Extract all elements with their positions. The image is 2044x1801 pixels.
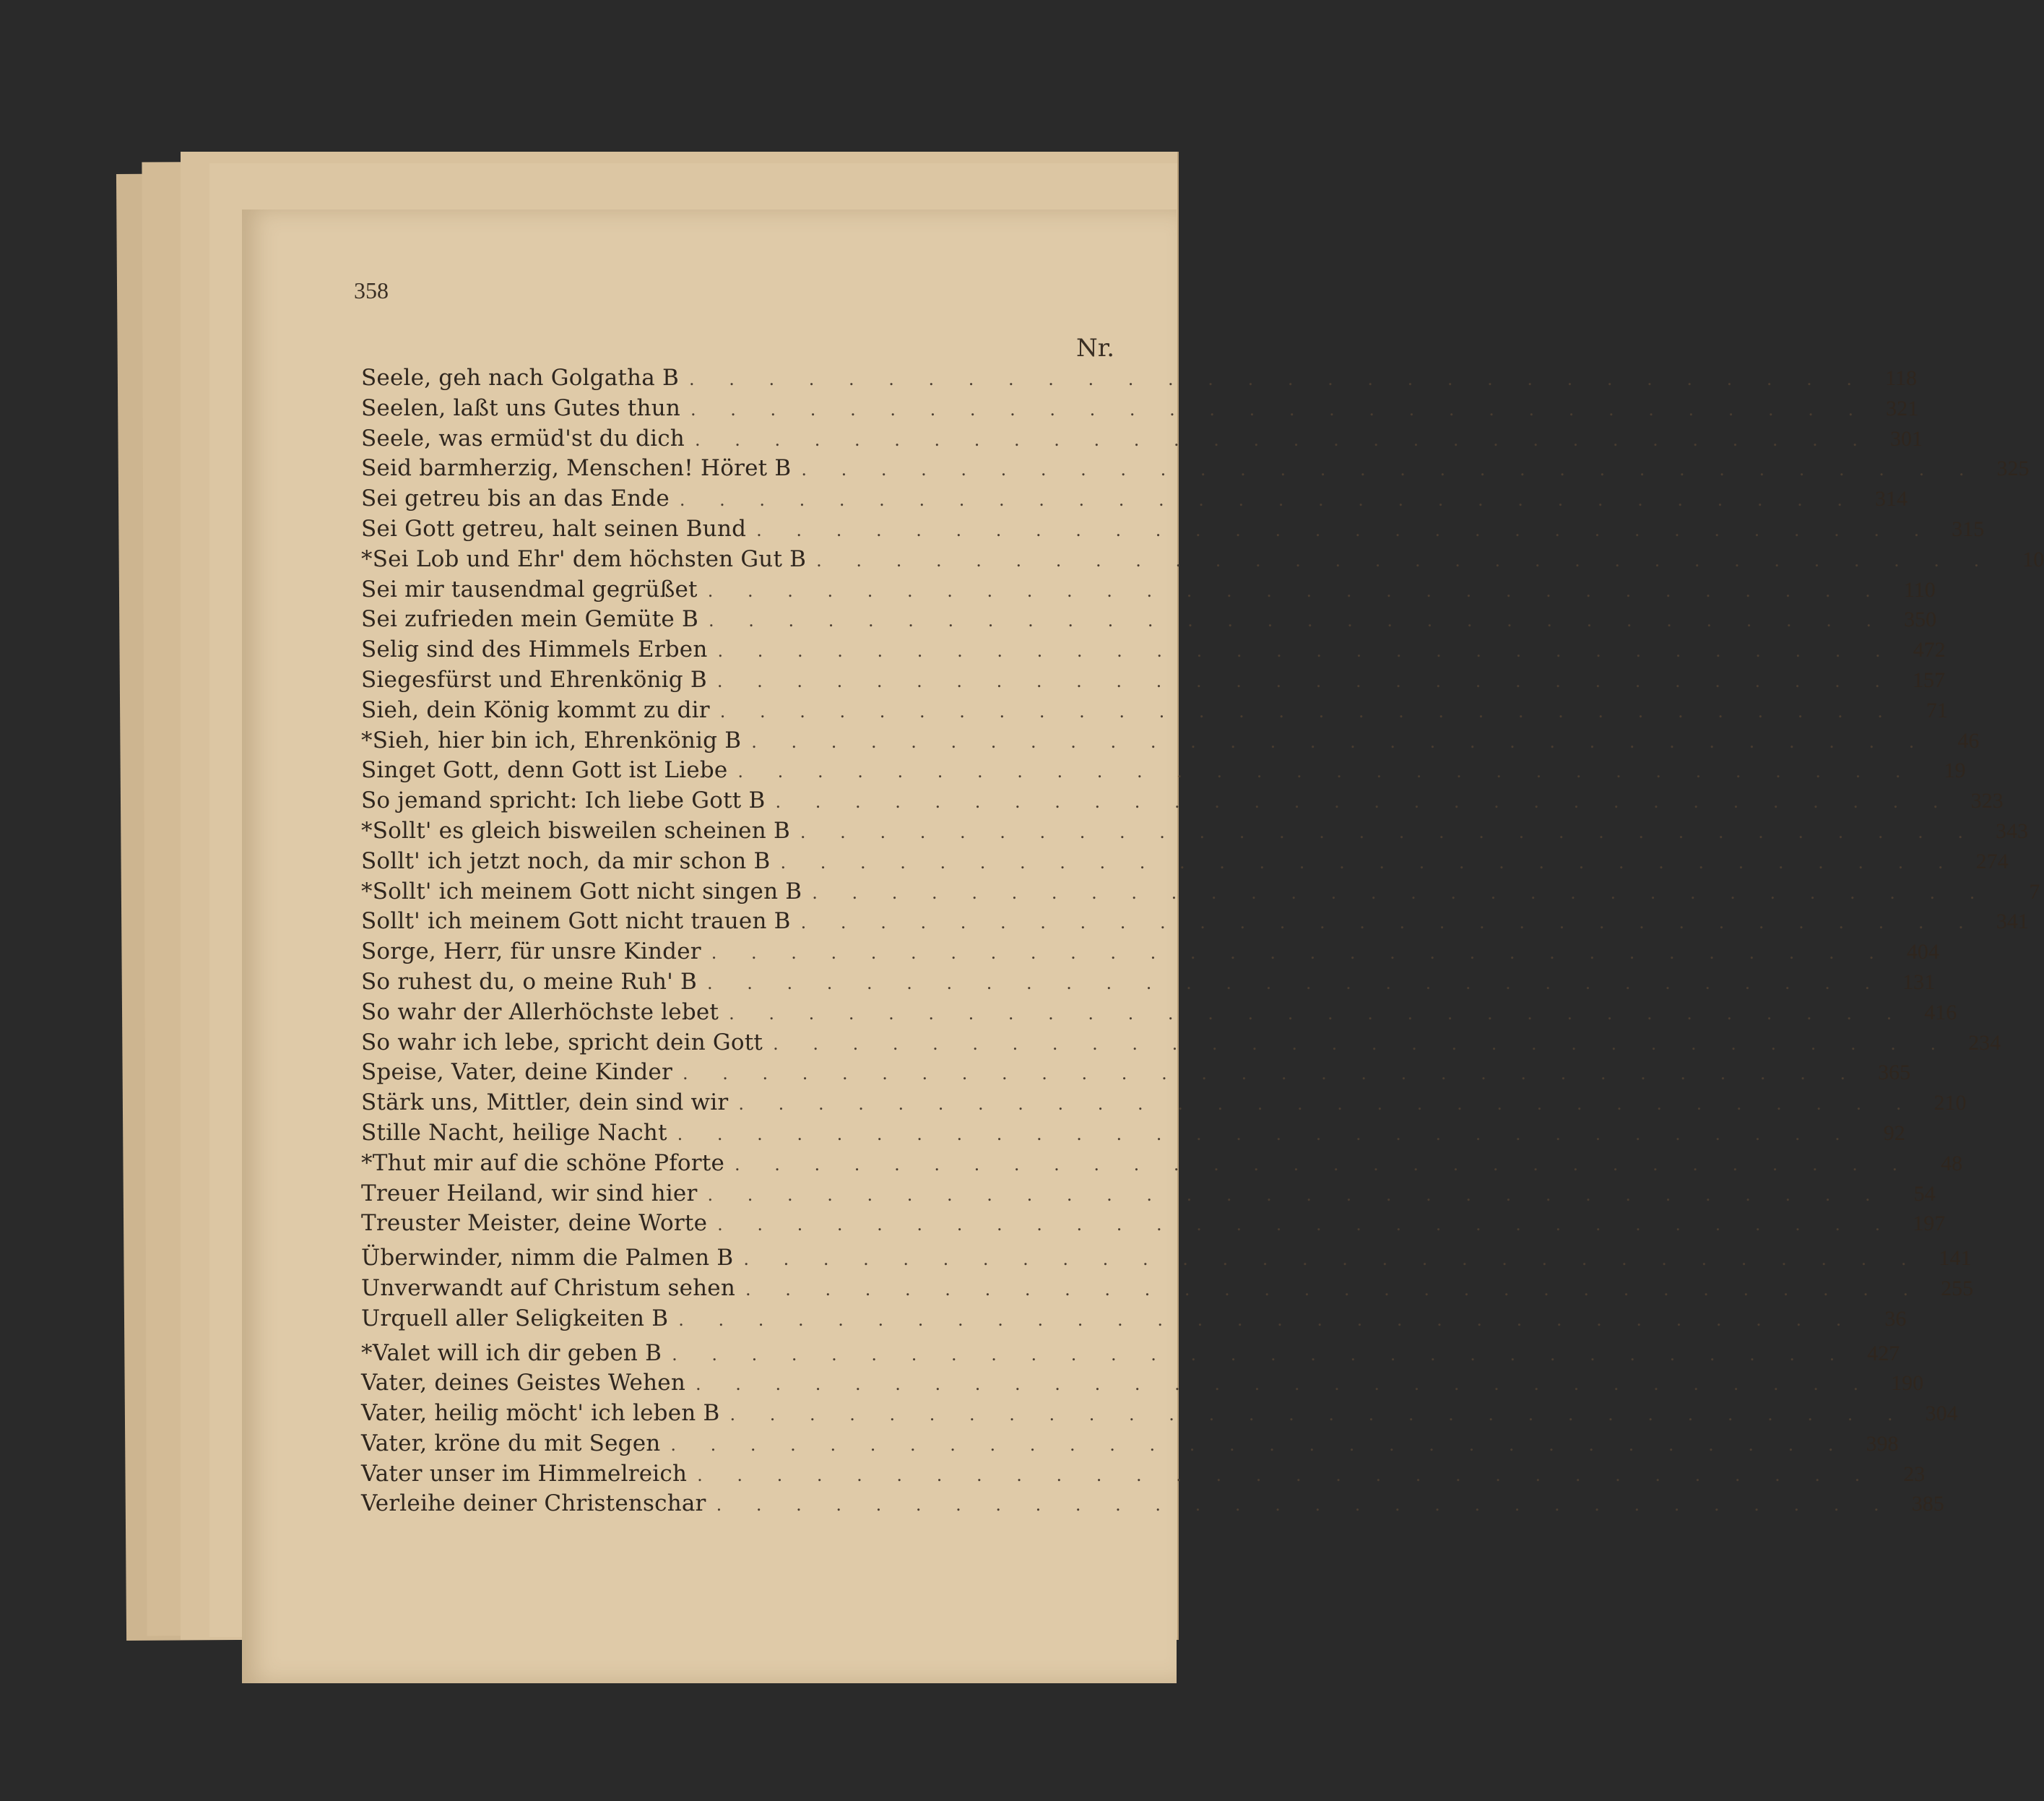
dot-leader: . . . . . . . . . . . . . . . . . . . . . . . . . . . . . . bbox=[690, 399, 1868, 420]
index-entry bbox=[361, 424, 1923, 454]
hymn-number: 343 bbox=[1996, 819, 2029, 843]
dot-leader: . . . . . . . . . . . . . . . . . . . . . . . . . . . . . . bbox=[697, 1464, 1875, 1485]
index-entry bbox=[361, 1058, 1911, 1088]
index-entry bbox=[361, 816, 2029, 847]
hymn-index-list bbox=[361, 363, 2044, 1519]
hymn-number: 385 bbox=[1911, 1492, 1944, 1516]
dot-leader: . . . . . . . . . . . . . . . . . . . . . . . . . . . . . . bbox=[716, 1495, 1894, 1516]
index-entry bbox=[361, 363, 1918, 394]
dot-leader: . . . . . . . . . . . . . . . . . . . . . . . . . . . . . . bbox=[719, 701, 1897, 722]
index-entry bbox=[361, 1179, 1936, 1209]
index-entry bbox=[361, 484, 1907, 514]
index-entry bbox=[361, 877, 2040, 907]
hymn-title: Urquell aller Seligkeiten B bbox=[361, 1305, 669, 1331]
dot-leader: . . . . . . . . . . . . . . . . . . . . . . . . . . . . . . bbox=[677, 1123, 1855, 1144]
hymn-title: Vater, kröne du mit Segen bbox=[361, 1430, 661, 1456]
index-entry bbox=[361, 696, 1948, 726]
hymn-title: Sorge, Herr, für unsre Kinder bbox=[361, 938, 701, 965]
hymn-number: 157 bbox=[1912, 668, 1945, 692]
dot-leader: . . . . . . . . . . . . . . . . . . . . . . . . . . . . . . bbox=[716, 670, 1894, 691]
hymn-number: 341 bbox=[1996, 910, 2029, 934]
hymn-title: Siegesfürst und Ehrenkönig B bbox=[361, 666, 707, 693]
dot-leader: . . . . . . . . . . . . . . . . . . . . . . . . . . . . . . bbox=[812, 882, 1990, 903]
index-entry bbox=[361, 575, 1936, 605]
dot-leader: . . . . . . . . . . . . . . . . . . . . . . . . . . . . . . bbox=[780, 852, 1958, 873]
hymn-number: 19 bbox=[1944, 759, 1966, 783]
index-entry bbox=[361, 907, 2029, 937]
index-entry bbox=[361, 635, 1946, 665]
dot-leader: . . . . . . . . . . . . . . . . . . . . . . . . . . . . . . bbox=[729, 1404, 1907, 1425]
hymn-title: Speise, Vater, deine Kinder bbox=[361, 1059, 672, 1086]
hymn-number: 350 bbox=[1904, 608, 1937, 632]
hymn-number: 197 bbox=[1913, 1212, 1946, 1236]
dot-leader: . . . . . . . . . . . . . . . . . . . . . . . . . . . . . . bbox=[737, 761, 1915, 782]
index-entry bbox=[361, 726, 1980, 756]
dot-leader: . . . . . . . . . . . . . . . . . . . . . . . . . . . . . . bbox=[729, 1003, 1907, 1024]
hymn-number: 255 bbox=[1941, 1276, 1974, 1300]
hymn-number: 301 bbox=[1890, 426, 1923, 451]
dot-leader: . . . . . . . . . . . . . . . . . . . . . . . . . . . . . . bbox=[735, 1154, 1913, 1175]
hymn-number: 92 bbox=[1883, 1120, 1905, 1145]
hymn-number: 54 bbox=[1913, 1181, 1936, 1206]
hymn-title: Treuster Meister, deine Worte bbox=[361, 1210, 708, 1237]
dot-leader: . . . . . . . . . . . . . . . . . . . . . . . . . . . . . . bbox=[751, 731, 1929, 752]
hymn-number: 46 bbox=[1957, 728, 1980, 753]
hymn-title: Sollt' ich meinem Gott nicht trauen B bbox=[361, 908, 791, 935]
hymn-number: 321 bbox=[1886, 396, 1919, 420]
hymn-title: Singet Gott, denn Gott ist Liebe bbox=[361, 757, 728, 784]
hymn-title: Vater, deines Geistes Wehen bbox=[361, 1370, 685, 1396]
hymn-number: 416 bbox=[1924, 1000, 1957, 1024]
hymn-number: 7 bbox=[2029, 879, 2040, 904]
hymn-number: 118 bbox=[1885, 366, 1918, 390]
hymn-number: 314 bbox=[1875, 487, 1907, 511]
hymn-title: Sei Gott getreu, halt seinen Bund bbox=[361, 515, 747, 542]
dot-leader: . . . . . . . . . . . . . . . . . . . . . . . . . . . . . . bbox=[695, 1374, 1874, 1395]
dot-leader: . . . . . . . . . . . . . . . . . . . . . . . . . . . . . . bbox=[717, 641, 1895, 662]
hymn-number: 472 bbox=[1913, 638, 1946, 662]
dot-leader: . . . . . . . . . . . . . . . . . . . . . . . . . . . . . . bbox=[745, 1279, 1923, 1300]
hymn-title: Sei mir tausendmal gegrüßet bbox=[361, 576, 698, 603]
dot-leader: . . . . . . . . . . . . . . . . . . . . . . . . . . . . . . bbox=[756, 519, 1934, 540]
hymn-title: So jemand spricht: Ich liebe Gott B bbox=[361, 787, 766, 814]
hymn-title: Sei zufrieden mein Gemüte B bbox=[361, 606, 698, 633]
hymn-title: So wahr der Allerhöchste lebet bbox=[361, 998, 719, 1025]
index-entry bbox=[361, 1028, 2001, 1058]
dot-leader: . . . . . . . . . . . . . . . . . . . . . . . . . . . . . . bbox=[682, 1063, 1861, 1084]
dot-leader: . . . . . . . . . . . . . . . . . . . . . . . . . . . . . . bbox=[816, 550, 1994, 571]
dot-leader: . . . . . . . . . . . . . . . . . . . . . . . . . . . . . . bbox=[801, 459, 1979, 480]
index-entry bbox=[361, 605, 1937, 635]
hymn-number: 10 bbox=[2022, 547, 2044, 571]
index-entry bbox=[361, 1149, 1963, 1179]
hymn-number: 131 bbox=[1902, 969, 1936, 994]
hymn-title: Überwinder, nimm die Palmen B bbox=[361, 1245, 734, 1271]
hymn-title: *Sieh, hier bin ich, Ehrenkönig B bbox=[361, 727, 742, 753]
index-entry bbox=[361, 514, 1985, 545]
hymn-title: Selig sind des Himmels Erben bbox=[361, 636, 708, 663]
index-entry bbox=[361, 1304, 1907, 1334]
hymn-number: 427 bbox=[1867, 1341, 1900, 1365]
hymn-number: 36 bbox=[1884, 1306, 1907, 1331]
dot-leader: . . . . . . . . . . . . . . . . . . . . . . . . . . . . . . bbox=[743, 1249, 1921, 1270]
index-entry bbox=[361, 1339, 1900, 1369]
hymn-title: Stärk uns, Mittler, dein sind wir bbox=[361, 1089, 729, 1116]
index-entry bbox=[361, 1209, 1946, 1239]
hymn-title: Vater, heilig möcht' ich leben B bbox=[361, 1400, 720, 1427]
dot-leader: . . . . . . . . . . . . . . . . . . . . . . . . . . . . . . bbox=[688, 369, 1867, 389]
hymn-title: Sollt' ich jetzt noch, da mir schon B bbox=[361, 847, 771, 874]
dot-leader: . . . . . . . . . . . . . . . . . . . . . . . . . . . . . . bbox=[800, 912, 1978, 933]
index-entry bbox=[361, 847, 2009, 877]
dot-leader: . . . . . . . . . . . . . . . . . . . . . . . . . . . . . . bbox=[672, 1344, 1850, 1365]
hymn-number: 23 bbox=[1903, 1461, 1926, 1486]
hymn-title: Seelen, laßt uns Gutes thun bbox=[361, 394, 681, 421]
index-entry bbox=[361, 1399, 1958, 1429]
hymn-number: 210 bbox=[1933, 1091, 1967, 1115]
hymn-title: *Sollt' es gleich bisweilen scheinen B bbox=[361, 817, 790, 844]
hymn-title: *Valet will ich dir geben B bbox=[361, 1339, 662, 1366]
hymn-title: Sei getreu bis an das Ende bbox=[361, 485, 670, 512]
hymn-title: Sieh, dein König kommt zu dir bbox=[361, 696, 710, 723]
hymn-title: Vater unser im Himmelreich bbox=[361, 1460, 688, 1487]
dot-leader: . . . . . . . . . . . . . . . . . . . . . . . . . . . . . . bbox=[711, 943, 1889, 964]
index-entry bbox=[361, 1429, 1899, 1459]
index-entry bbox=[361, 786, 2004, 816]
index-entry bbox=[361, 454, 2030, 484]
dot-leader: . . . . . . . . . . . . . . . . . . . . . . . . . . . . . . bbox=[800, 821, 1978, 842]
index-entry bbox=[361, 937, 1939, 967]
dot-leader: . . . . . . . . . . . . . . . . . . . . . . . . . . . . . . bbox=[679, 490, 1857, 511]
hymn-number: 398 bbox=[1866, 1431, 1899, 1456]
hymn-number: 323 bbox=[1970, 789, 2004, 813]
dot-leader: . . . . . . . . . . . . . . . . . . . . . . . . . . . . . . bbox=[706, 972, 1885, 993]
hymn-title: Unverwandt auf Christum sehen bbox=[361, 1274, 736, 1301]
index-entry bbox=[361, 1489, 1944, 1519]
hymn-number: 325 bbox=[1996, 457, 2030, 481]
dot-leader: . . . . . . . . . . . . . . . . . . . . . . . . . . . . . . bbox=[709, 610, 1887, 631]
hymn-title: Seele, geh nach Golgatha B bbox=[361, 365, 679, 391]
index-entry bbox=[361, 1118, 1905, 1149]
page-number: 358 bbox=[354, 277, 389, 303]
index-entry bbox=[361, 967, 1936, 998]
index-entry bbox=[361, 1088, 1967, 1118]
dot-leader: . . . . . . . . . . . . . . . . . . . . . . . . . . . . . . bbox=[678, 1309, 1856, 1330]
hymn-number: 190 bbox=[1891, 1371, 1924, 1396]
dot-leader: . . . . . . . . . . . . . . . . . . . . . . . . . . . . . . bbox=[775, 792, 1953, 813]
index-entry bbox=[361, 545, 2044, 575]
hymn-title: *Sei Lob und Ehr' dem höchsten Gut B bbox=[361, 545, 807, 572]
hymn-title: So wahr ich lebe, spricht dein Gott bbox=[361, 1029, 763, 1055]
index-entry bbox=[361, 394, 1919, 424]
hymn-title: Verleihe deiner Christenschar bbox=[361, 1490, 706, 1517]
hymn-title: Stille Nacht, heilige Nacht bbox=[361, 1119, 667, 1146]
hymn-number: 141 bbox=[1939, 1246, 1972, 1271]
hymn-title: *Thut mir auf die schöne Pforte bbox=[361, 1149, 725, 1176]
hymn-number: 110 bbox=[1903, 577, 1936, 602]
dot-leader: . . . . . . . . . . . . . . . . . . . . . . . . . . . . . . bbox=[707, 1184, 1885, 1205]
hymn-number: 274 bbox=[1975, 849, 2009, 873]
index-entry bbox=[361, 1274, 1974, 1304]
index-entry bbox=[361, 665, 1945, 696]
index-entry bbox=[361, 1243, 1972, 1274]
hymn-number: 304 bbox=[1925, 1402, 1958, 1426]
index-entry bbox=[361, 998, 1957, 1028]
hymn-title: Seele, was ermüd'st du dich bbox=[361, 425, 685, 452]
dot-leader: . . . . . . . . . . . . . . . . . . . . . . . . . . . . . . bbox=[670, 1434, 1848, 1455]
index-entry bbox=[361, 1368, 1924, 1399]
dot-leader: . . . . . . . . . . . . . . . . . . . . . . . . . . . . . . bbox=[773, 1033, 1951, 1054]
hymn-number: 48 bbox=[1941, 1151, 1963, 1175]
hymn-title: *Sollt' ich meinem Gott nicht singen B bbox=[361, 878, 802, 904]
hymn-number: 365 bbox=[1878, 1061, 1911, 1085]
hymn-title: Seid barmherzig, Menschen! Höret B bbox=[361, 455, 792, 482]
dot-leader: . . . . . . . . . . . . . . . . . . . . . . . . . . . . . . bbox=[707, 580, 1885, 601]
hymn-number: 234 bbox=[1968, 1030, 2001, 1055]
hymn-title: So ruhest du, o meine Ruh' B bbox=[361, 968, 697, 995]
hymn-number: 315 bbox=[1952, 517, 1985, 541]
dot-leader: . . . . . . . . . . . . . . . . . . . . . . . . . . . . . . bbox=[738, 1094, 1916, 1115]
index-entry bbox=[361, 756, 1966, 786]
index-entry bbox=[361, 1459, 1926, 1490]
hymn-title: Treuer Heiland, wir sind hier bbox=[361, 1180, 698, 1206]
hymn-number: 404 bbox=[1906, 940, 1939, 964]
hymn-number: 71 bbox=[1926, 698, 1948, 722]
dot-leader: . . . . . . . . . . . . . . . . . . . . . . . . . . . . . . bbox=[717, 1214, 1895, 1235]
number-column-header: Nr. bbox=[1076, 334, 1115, 363]
dot-leader: . . . . . . . . . . . . . . . . . . . . . . . . . . . . . . bbox=[694, 429, 1873, 450]
